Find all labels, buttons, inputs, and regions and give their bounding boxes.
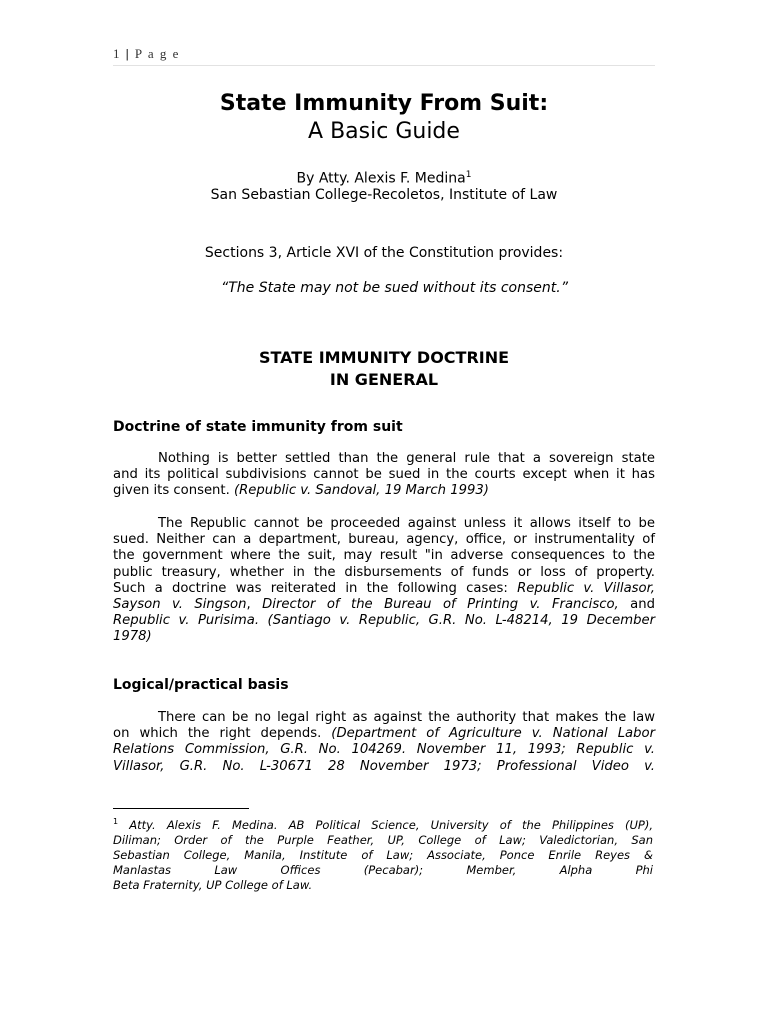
p1-line1: Nothing is better settled than the general rule that a sovereign state — [158, 451, 655, 466]
page-separator: | — [125, 46, 131, 61]
document-subtitle: A Basic Guide — [308, 119, 460, 144]
paragraph-1 — [113, 451, 655, 500]
page-header — [113, 46, 655, 66]
p2-line5-text: Such a doctrine was reiterated in the following cases: — [113, 580, 518, 596]
p2-line7 — [113, 613, 655, 629]
constitution-quote: “The State may not be sued without its consent.” — [221, 280, 568, 296]
p2-case-villasor: Republic v. Villasor, — [517, 580, 655, 596]
p3-line3: Relations Commission, G.R. No. 104269. November 11, 1993; Republic v. — [113, 742, 655, 758]
p2-case-purisima: Republic v. Purisima — [113, 613, 255, 629]
intro-text: Sections 3, Article XVI of the Constitution provides: — [204, 245, 564, 261]
p1-line3-text: given its consent. — [113, 483, 234, 499]
footnote-text1: Atty. Alexis F. Medina. AB Political Science, University of the Philippines (UP), — [129, 817, 654, 832]
section-heading — [0, 347, 768, 391]
subheading-doctrine: Doctrine of state immunity from suit — [113, 419, 403, 435]
p3-line2-text: on which the right depends. — [113, 726, 332, 742]
p2-line1: The Republic cannot be proceeded against unless it allows itself to be — [158, 516, 655, 531]
section-heading-line1: STATE IMMUNITY DOCTRINE — [258, 348, 510, 367]
p2-line3: the government where the suit, may result "in adverse consequences to the — [113, 548, 655, 564]
footnote-line5: Beta Fraternity, UP College of Law. — [113, 877, 313, 892]
subheading-basis: Logical/practical basis — [113, 677, 289, 693]
paragraph-2 — [113, 516, 655, 646]
footnote-line2: Diliman; Order of the Purple Feather, UP, College of Law; Valedictorian, San — [113, 832, 653, 847]
document-title: State Immunity From Suit: — [219, 91, 549, 116]
p3-line4: Villasor, G.R. No. L-30671 28 November 1973; Professional Video v. — [113, 758, 655, 774]
footnote-marker: 1 — [465, 170, 472, 180]
p3-line1: There can be no legal right as against the authority that makes the law — [158, 710, 655, 725]
p2-case-sayson: Sayson v. Singson — [113, 597, 247, 613]
page-number: 1 — [113, 46, 121, 61]
footnote-number: 1 — [113, 817, 119, 826]
section-heading-line2: IN GENERAL — [329, 370, 439, 389]
p1-line2: and its political subdivisions cannot be sued in the courts except when it has — [113, 467, 655, 483]
footnote — [113, 814, 653, 893]
p1-line3 — [113, 483, 655, 499]
p2-citation: . (Santiago v. Republic, G.R. No. L-48214, 19 December — [254, 613, 656, 629]
author-byline — [0, 170, 768, 187]
page-label: P a g e — [134, 46, 180, 61]
p2-line2: sued. Neither can a department, bureau, agency, office, or instrumentality of — [113, 532, 655, 548]
footnote-line4: Manlastas Law Offices (Pecabar); Member, Alpha Phi — [113, 862, 653, 877]
p2-comma: , — [246, 597, 263, 613]
author-affiliation: San Sebastian College-Recoletos, Institute of Law — [210, 187, 558, 203]
p3-line2 — [113, 726, 655, 742]
footnote-line3: Sebastian College, Manila, Institute of Law; Associate, Ponce Enrile Reyes & — [113, 847, 653, 862]
p2-line8: 1978) — [113, 629, 152, 645]
p3-citation-start: (Department of Agriculture v. National Labor — [331, 726, 655, 742]
p2-line5 — [113, 581, 655, 597]
p2-line6 — [113, 597, 655, 613]
p2-case-director: Director of the Bureau of Printing v. Francisco, — [262, 597, 619, 613]
author-name: By Atty. Alexis F. Medina — [296, 170, 466, 187]
p2-and: and — [618, 597, 655, 613]
footnote-line1 — [113, 814, 653, 833]
footnote-divider — [113, 808, 249, 809]
p2-line4: public treasury, whether in the disbursements of funds or loss of property. — [113, 564, 655, 580]
p1-citation: (Republic v. Sandoval, 19 March 1993) — [233, 483, 489, 499]
paragraph-3 — [113, 710, 655, 775]
